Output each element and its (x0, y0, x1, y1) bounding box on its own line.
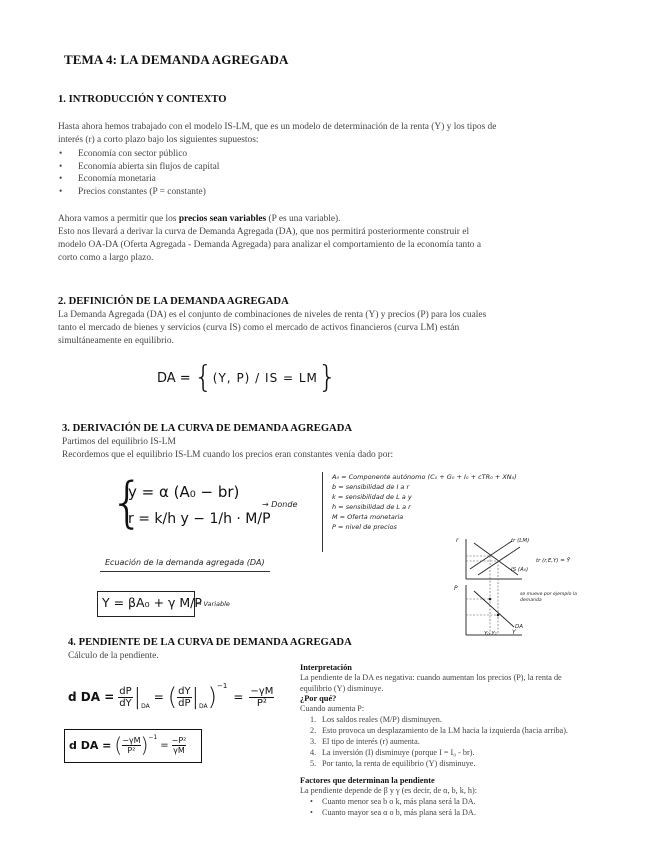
is-equation: y = α (A₀ − br) (128, 483, 240, 501)
lm-equation: r = k/h y − 1/h · M/P (128, 511, 271, 527)
graph-is-label: IS (A₀) (511, 567, 529, 573)
section-3-heading: 3. DERIVACIÓN DE LA CURVA DE DEMANDA AGREGADA (62, 423, 353, 434)
body-line: corto como a largo plazo. (58, 253, 154, 263)
axis-r-label: r (456, 537, 459, 544)
list-item: • Economía abierta sin flujos de capital (59, 161, 220, 172)
graph-shift-note: se mueve por ejemplo la demanda (520, 592, 577, 603)
legend-bracket (322, 472, 327, 552)
list-item: • Economía monetaria (59, 174, 156, 184)
da-equation-label: Ecuación de la demanda agregada (DA) (105, 558, 265, 567)
page-title: TEMA 4: LA DEMANDA AGREGADA (64, 52, 289, 67)
list-item: 3. El tipo de interés (r) aumenta. (310, 737, 420, 746)
legend-item: h = sensibilidad de L a r (332, 503, 411, 511)
list-item: • Cuanto menor sea b o k, más plana será la DA. (310, 797, 476, 806)
body-line: Esto nos llevará a derivar la curva de Demanda Agregada (DA), que nos permitirá posteriormente construir el (58, 227, 470, 237)
body-line: tanto el mercado de bienes y servicios (curva IS) como el mercado de activos financieros (curva LM) están (58, 323, 460, 333)
body-line: Recordemos que el equilibrio IS-LM cuando los precios eran constantes venía dado por: (62, 450, 394, 460)
legend-item: M = Oferta monetaria (332, 513, 404, 521)
body-line: Partimos del equilibrio IS-LM (62, 437, 176, 447)
symbol-legend (332, 472, 547, 532)
interpretation-block (300, 663, 620, 818)
axis-y-ticks: Y₀ Y₁ (484, 631, 497, 637)
da-label-underline (100, 571, 270, 572)
section-1-heading: 1. INTRODUCCIÓN Y CONTEXTO (58, 94, 227, 105)
body-line: modelo OA-DA (Oferta Agregada - Demanda Agregada) para analizar el comportamiento de la economía tanto a (58, 240, 481, 250)
body-line: La Demanda Agregada (DA) es el conjunto de combinaciones de niveles de renta (Y) y precios (P) para los cuales (58, 310, 487, 320)
graph-da-label: DA (515, 624, 523, 630)
list-item: 2. Esto provoca un desplazamiento de la LM hacia la izquierda (hacia arriba). (310, 726, 568, 735)
interpretation-line: equilibrio (Y) disminuye. (300, 684, 384, 693)
section-2-heading: 2. DEFINICIÓN DE LA DEMANDA AGREGADA (58, 296, 289, 307)
intro-line-1: Hasta ahora hemos trabajado con el modelo IS-LM, que es un modelo de determinación de la renta (Y) y los tipos de (58, 122, 497, 132)
graph-right-note: tr (r,E,Y) = Ȳ (536, 558, 571, 564)
list-item: 1. Los saldos reales (M/P) disminuyen. (310, 715, 442, 724)
why-title: ¿Por qué? (300, 694, 337, 703)
axis-p-label: P (454, 585, 458, 592)
slope-calc-line: Cálculo de la pendiente. (68, 651, 159, 661)
variable-prices-line: Ahora vamos a permitir que los precios sean variables (P es una variable). (58, 214, 341, 224)
where-arrow: → Donde (262, 500, 298, 509)
section-4-heading: 4. PENDIENTE DE LA CURVA DE DEMANDA AGREGADA (68, 637, 352, 648)
list-item: 5. Por tanto, la renta de equilibrio (Y) disminuye. (310, 759, 476, 768)
interpretation-title: Interpretación (300, 663, 352, 672)
da-curve (474, 591, 514, 627)
factors-line: La pendiente depende de β y γ (es decir, de α, b, k, h): (300, 786, 478, 795)
axis-y-label: Y (512, 629, 516, 636)
why-line: Cuando aumenta P: (300, 704, 365, 713)
list-item: • Economía con sector público (59, 149, 188, 159)
section-2-body (58, 309, 628, 348)
slope-result-formula: d DA = ( −γM P² ) −1 = $\frac{\text{−P²}}{\gamma M}$ (69, 733, 187, 757)
assumption-list (59, 148, 220, 198)
body-line: simultáneamente en equilibrio. (58, 336, 174, 346)
section-3-body (62, 436, 622, 462)
slope-derivation-formula: d DA = $\frac{dP}{dY}$ | DA = ( dY dP | DA ) −1 = $\frac{-\gamma M}{\text{P²}}$ (68, 682, 274, 711)
da-definition-formula: DA = { (Y, P) / IS = LM } (157, 360, 337, 395)
legend-item: P = nivel de precios (332, 523, 397, 531)
section-1-body (58, 213, 628, 265)
legend-item: b = sensibilidad de I a r (332, 483, 410, 491)
list-item: 4. La inversión (I) disminuye (porque I = I₀ - br). (310, 748, 475, 757)
list-item: • Cuanto mayor sea α o b, más plana será la DA. (310, 808, 476, 817)
list-item: • Precios constantes (P = constante) (59, 186, 206, 197)
intro-line-2: interés (r) a corto plazo bajo los siguientes supuestos: (58, 135, 259, 145)
factors-title: Factores que determinan la pendiente (300, 776, 435, 785)
da-variable-note: → Variable (196, 600, 230, 608)
section-1-intro (58, 121, 618, 147)
legend-item: k = sensibilidad de L a y (332, 493, 412, 501)
graph-lm-label: tr (LM) (511, 538, 530, 544)
legend-item: A₀ = Componente autónomo (C₀ + G₀ + I₀ + cTR₀ + XN₀) (332, 473, 517, 481)
bold-emphasis: precios sean variables (178, 214, 267, 224)
interpretation-line: La pendiente de la DA es negativa: cuando aumentan los precios (P), la renta de (300, 673, 562, 682)
da-equation: Y = βA₀ + γ M/P (102, 595, 202, 610)
